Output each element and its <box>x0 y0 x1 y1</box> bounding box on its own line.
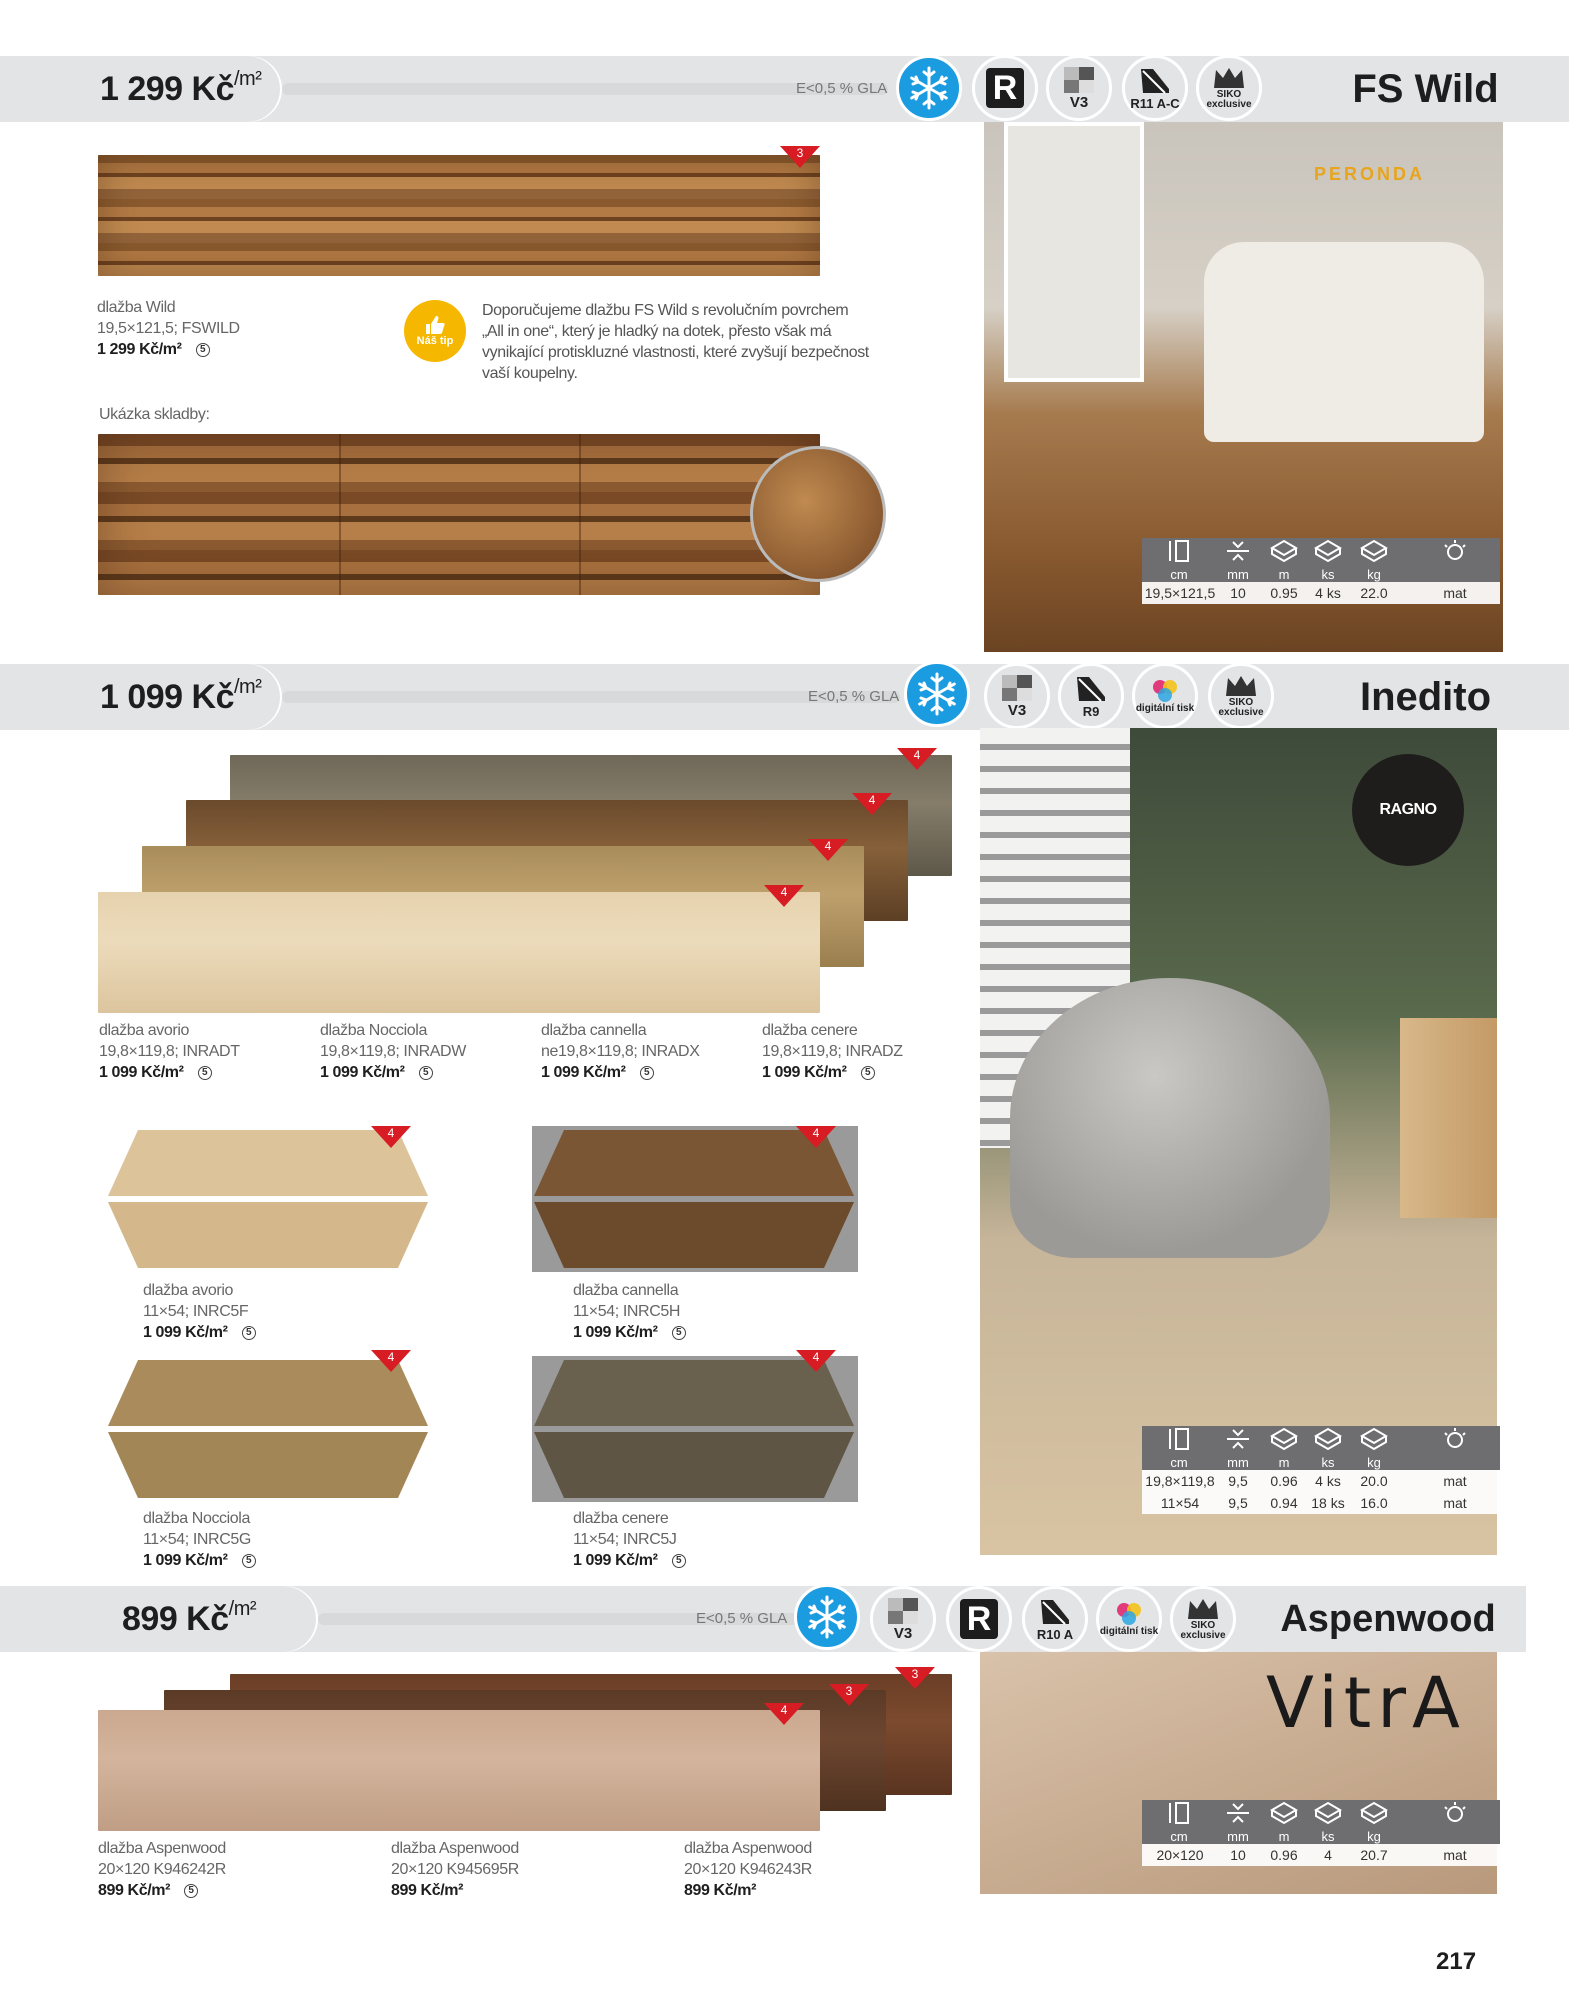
siko-exclusive-icon: SIKO exclusive <box>1208 663 1274 729</box>
caption-cenere: dlažba cenere 19,8×119,8; INRADZ 1 099 Kč/m² 5 <box>762 1022 903 1081</box>
caption-cannella: dlažba cannella ne19,8×119,8; INRADX 1 099 Kč/m² 5 <box>541 1022 700 1081</box>
tile-aspenwood-light <box>98 1710 820 1831</box>
snowflake-icon <box>904 661 970 727</box>
badge-3: 3 <box>895 1667 935 1689</box>
sample-label: Ukázka skladby: <box>99 406 210 423</box>
product-name-fs-wild: FS Wild <box>1282 56 1569 122</box>
spec-table-fs-wild: cm mm m ks kg 19,5×121,5 10 0.95 4 ks 22.0 mat <box>1142 538 1500 604</box>
brand-logo-ragno: RAGNO <box>1352 754 1464 866</box>
caption-aspenwood-1: dlažba Aspenwood 20×120 K946242R 899 Kč/m² 5 <box>98 1840 226 1899</box>
stump-table <box>1400 1018 1497 1218</box>
brand-logo-vitra: VitrA <box>1266 1662 1466 1744</box>
five-icon: 5 <box>640 1066 654 1080</box>
badge-4: 4 <box>796 1350 836 1372</box>
snowflake-icon <box>794 1584 860 1650</box>
five-icon: 5 <box>861 1066 875 1080</box>
five-icon: 5 <box>198 1066 212 1080</box>
caption-aspenwood-2: dlažba Aspenwood 20×120 K945695R 899 Kč/m² <box>391 1840 519 1899</box>
five-icon: 5 <box>242 1326 256 1340</box>
chevron-tile-nocciola <box>108 1356 428 1502</box>
r-icon: R <box>972 55 1038 121</box>
badge-4: 4 <box>371 1126 411 1148</box>
spec-table-inedito: cm mm m ks kg 19,8×119,8 9,5 0.96 4 ks 20.0 mat 11×54 9,5 0.94 18 ks 16.0 mat <box>1142 1426 1500 1514</box>
chevron-tile-cenere <box>534 1356 854 1502</box>
caption-nocciola-chevron: dlažba Nocciola 11×54; INRC5G 1 099 Kč/m² 5 <box>143 1508 256 1571</box>
gla-label: E<0,5 % GLA <box>796 80 888 97</box>
price-inedito: 1 099 $Kč^{/m^2}$ <box>100 676 262 716</box>
tile-fs-wild <box>98 155 820 276</box>
armchair <box>1204 242 1484 442</box>
siko-exclusive-icon: SIKO exclusive <box>1196 55 1262 121</box>
spec-table-aspenwood: cm mm m ks kg 20×120 10 0.96 4 20.7 mat <box>1142 1800 1500 1866</box>
siko-exclusive-icon: SIKO exclusive <box>1170 1586 1236 1652</box>
caption-aspenwood-3: dlažba Aspenwood 20×120 K946243R 899 Kč/m² <box>684 1840 812 1899</box>
bean-bag <box>1010 978 1330 1258</box>
badge-3: 3 <box>829 1684 869 1706</box>
window <box>1004 122 1144 382</box>
tip-badge: Náš tip <box>404 300 466 362</box>
page-number: 217 <box>1436 1948 1477 1975</box>
tile-seam <box>339 434 341 595</box>
gla-label: E<0,5 % GLA <box>808 688 900 705</box>
price-aspenwood: 899 $Kč^{/m^2}$ <box>122 1598 257 1638</box>
caption-cannella-chevron: dlažba cannella 11×54; INRC5H 1 099 Kč/m² 5 <box>573 1280 686 1343</box>
badge-4: 4 <box>764 885 804 907</box>
caption-nocciola: dlažba Nocciola 19,8×119,8; INRADW 1 099 Kč/m² 5 <box>320 1022 466 1081</box>
five-icon: 5 <box>196 343 210 357</box>
caption-cenere-chevron: dlažba cenere 11×54; INRC5J 1 099 Kč/m² 5 <box>573 1508 686 1571</box>
tile-seam <box>579 434 581 595</box>
slip-icon: R9 <box>1058 663 1124 729</box>
badge-4: 4 <box>371 1350 411 1372</box>
five-icon: 5 <box>419 1066 433 1080</box>
slip-icon: R11 A-C <box>1122 55 1188 121</box>
caption-avorio: dlažba avorio 19,8×119,8; INRADT 1 099 Kč/m² 5 <box>99 1022 240 1081</box>
five-icon: 5 <box>184 1884 198 1898</box>
product-name-inedito: Inedito <box>1282 664 1569 730</box>
sample-tiles <box>98 434 820 595</box>
caption-fs-wild: dlažba Wild 19,5×121,5; FSWILD 1 299 Kč/m² 5 <box>97 299 240 358</box>
five-icon: 5 <box>672 1554 686 1568</box>
v3-icon: V3 <box>870 1586 936 1652</box>
v3-icon: V3 <box>984 663 1050 729</box>
product-name-aspenwood: Aspenwood <box>1250 1586 1526 1652</box>
digital-print-icon: digitální tisk <box>1096 1586 1162 1652</box>
badge-4: 4 <box>897 748 937 770</box>
badge-4: 4 <box>808 839 848 861</box>
tile-avorio <box>98 892 820 1013</box>
badge-4: 4 <box>764 1703 804 1725</box>
badge-4: 4 <box>852 793 892 815</box>
five-icon: 5 <box>672 1326 686 1340</box>
five-icon: 5 <box>242 1554 256 1568</box>
tip-text: Doporučujeme dlažbu FS Wild s revolučním povrchem „All in one“, který je hladký na dotek, přesto však má vynikající protiskluzné vlastnosti, které zvyšují bezpečnost vaší koupelny. <box>482 302 869 382</box>
digital-print-icon: digitální tisk <box>1132 663 1198 729</box>
slip-icon: R10 A <box>1022 1586 1088 1652</box>
price-fs-wild: 1 299 $Kč^{/m^2}$ <box>100 68 262 108</box>
gla-label: E<0,5 % GLA <box>696 1610 788 1627</box>
snowflake-icon <box>896 55 962 121</box>
r-icon: R <box>946 1586 1012 1652</box>
badge-4: 4 <box>796 1126 836 1148</box>
caption-avorio-chevron: dlažba avorio 11×54; INRC5F 1 099 Kč/m² 5 <box>143 1280 256 1343</box>
brand-logo: PERONDA <box>1314 164 1426 184</box>
v3-icon: V3 <box>1046 55 1112 121</box>
badge-3: 3 <box>780 146 820 168</box>
texture-zoom-circle <box>750 446 886 582</box>
